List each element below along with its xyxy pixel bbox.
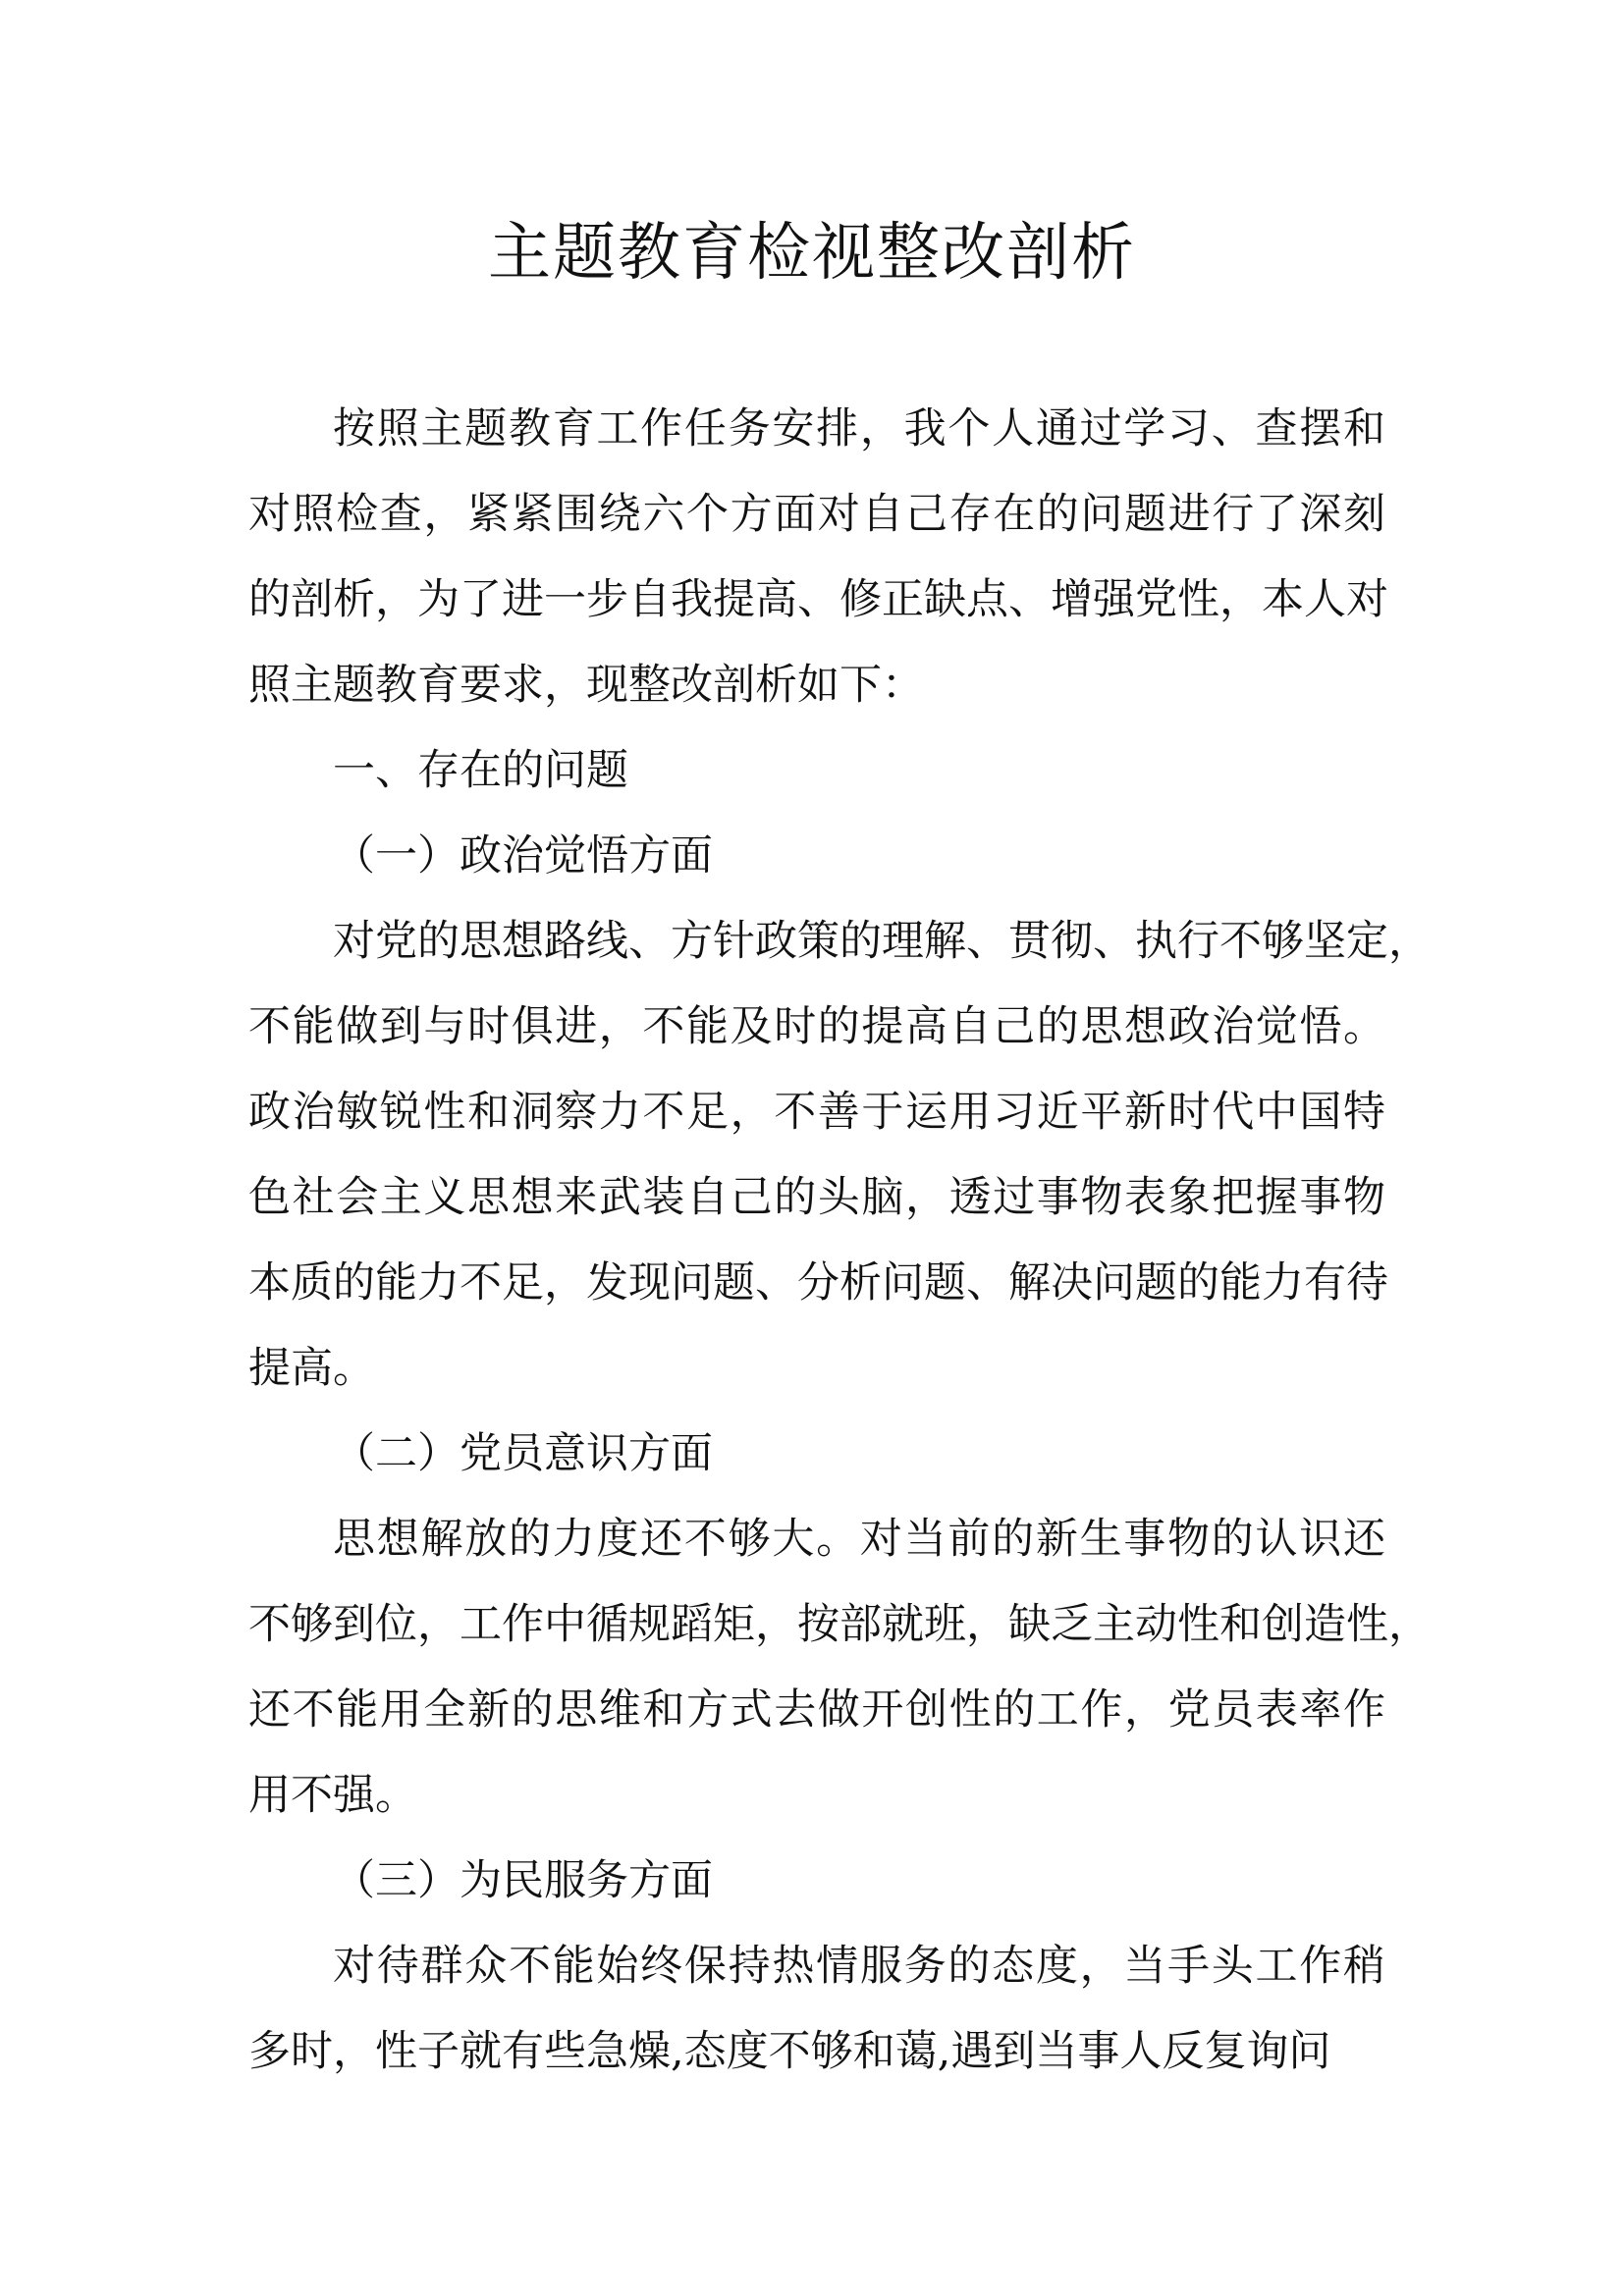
paragraph	[248, 387, 1388, 728]
text-line: 对待群众不能始终保持热情服务的态度，当手头工作稍	[333, 1942, 1385, 1991]
paragraph	[248, 1924, 1385, 2095]
text-line: 的剖析，为了进一步自我提高、修正缺点、增强党性，本人对	[248, 575, 1388, 624]
text-line: （二）党员意识方面	[333, 1429, 713, 1478]
text-line: 一、存在的问题	[333, 746, 628, 795]
text-line: 不够到位，工作中循规蹈矩，按部就班，缺乏主动性和创造性，	[248, 1600, 1431, 1649]
text-line: 提高。	[248, 1344, 375, 1393]
text-line: 思想解放的力度还不够大。对当前的新生事物的认识还	[333, 1515, 1385, 1564]
text-line: （三）为民服务方面	[333, 1856, 713, 1905]
text-line: 不能做到与时俱进，不能及时的提高自己的思想政治觉悟。	[248, 1002, 1385, 1051]
document-body	[248, 387, 1431, 2095]
section-heading	[248, 814, 1385, 899]
text-line: 用不强。	[248, 1771, 417, 1820]
paragraph	[248, 1497, 1431, 1839]
paragraph	[248, 899, 1431, 1412]
text-line: 按照主题教育工作任务安排，我个人通过学习、查摆和	[333, 404, 1385, 454]
text-line: 本质的能力不足，发现问题、分析问题、解决问题的能力有待	[248, 1258, 1388, 1308]
document-title: 主题教育检视整改剖析	[488, 217, 1136, 290]
text-line: 色社会主义思想来武装自己的头脑，透过事物表象把握事物	[248, 1173, 1385, 1222]
section-heading	[248, 728, 1385, 814]
text-line: 多时，性子就有些急燥,态度不够和蔼,遇到当事人反复询问	[248, 2027, 1331, 2076]
text-line: 政治敏锐性和洞察力不足，不善于运用习近平新时代中国特	[248, 1088, 1385, 1137]
text-line: （一）政治觉悟方面	[333, 831, 713, 881]
text-line: 照主题教育要求，现整改剖析如下：	[248, 661, 924, 710]
text-line: 还不能用全新的思维和方式去做开创性的工作，党员表率作	[248, 1685, 1385, 1735]
text-line: 对照检查，紧紧围绕六个方面对自己存在的问题进行了深刻	[248, 490, 1385, 539]
text-line: 对党的思想路线、方针政策的理解、贯彻、执行不够坚定，	[333, 917, 1431, 966]
section-heading	[248, 1412, 1385, 1497]
section-heading	[248, 1839, 1385, 1924]
